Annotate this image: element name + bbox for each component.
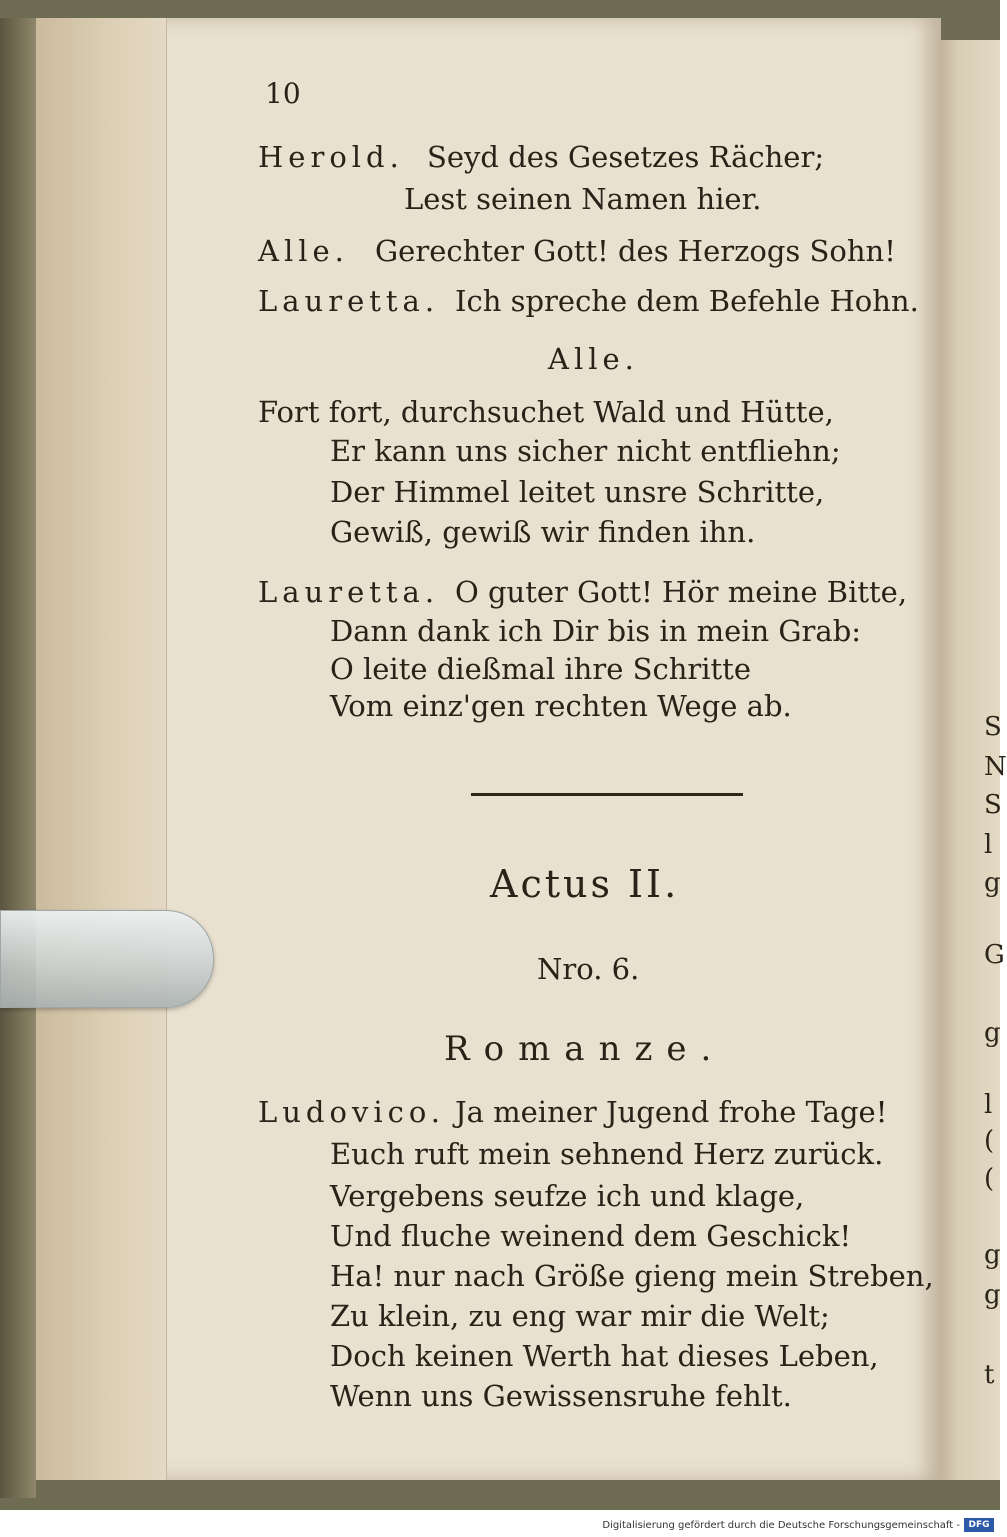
verse-line: Ha! nur nach Größe gieng mein Streben,	[330, 1259, 934, 1293]
verse-line: Dann dank ich Dir bis in mein Grab:	[330, 614, 862, 648]
page-holder-clip	[0, 910, 214, 1008]
verse-line: Zu klein, zu eng war mir die Welt;	[330, 1299, 830, 1333]
facing-page-letter: g	[984, 1280, 1001, 1310]
number-heading: Nro. 6.	[537, 952, 640, 986]
act-heading: Actus II.	[490, 862, 680, 906]
facing-page-letter: g	[984, 868, 1001, 898]
verse-line: Vergebens seufze ich und klage,	[330, 1179, 805, 1213]
footer-credit: Digitalisierung gefördert durch die Deutsche Forschungsgemeinschaft -	[602, 1520, 960, 1531]
page-number: 10	[265, 77, 301, 110]
verse-line: Lest seinen Namen hier.	[404, 182, 762, 216]
speaker-heading: Alle.	[548, 342, 639, 376]
facing-page-letter: l	[984, 830, 993, 860]
book-cover-edge	[0, 18, 36, 1498]
verse-line: Gewiß, gewiß wir finden ihn.	[330, 515, 756, 549]
page-gutter	[36, 18, 167, 1480]
verse-line: Ja meiner Jugend frohe Tage!	[455, 1095, 888, 1129]
facing-page-letter: t	[984, 1360, 995, 1390]
verse-line: O leite dießmal ihre Schritte	[330, 652, 751, 686]
speaker-label: Lauretta.	[258, 575, 440, 609]
piece-title: Romanze.	[444, 1029, 726, 1069]
speaker-label: Alle.	[258, 234, 349, 268]
verse-line: Vom einz'gen rechten Wege ab.	[330, 689, 792, 723]
facing-page-letter: g	[984, 1240, 1001, 1270]
verse-line: Fort fort, durchsuchet Wald und Hütte,	[258, 395, 834, 429]
facing-page-letter: S	[984, 790, 1002, 820]
facing-page-letter: S	[984, 712, 1002, 742]
facing-page-letter: (	[984, 1164, 995, 1194]
verse-line: Der Himmel leitet unsre Schritte,	[330, 475, 825, 509]
speaker-label: Ludovico.	[258, 1095, 446, 1129]
facing-page-letter: (	[984, 1126, 995, 1156]
facing-page-letter: N	[984, 752, 1007, 782]
verse-line: Wenn uns Gewissensruhe fehlt.	[330, 1379, 792, 1413]
facing-page-letter: l	[984, 1090, 993, 1120]
facing-page-letter: G	[984, 940, 1005, 970]
verse-line: Ich spreche dem Befehle Hohn.	[455, 284, 919, 318]
verse-line: Seyd des Gesetzes Rächer;	[427, 140, 825, 174]
verse-line: O guter Gott! Hör meine Bitte,	[455, 575, 908, 609]
verse-line: Euch ruft mein sehnend Herz zurück.	[330, 1137, 884, 1171]
speaker-label: Lauretta.	[258, 284, 440, 318]
verse-line: Gerechter Gott! des Herzogs Sohn!	[375, 234, 896, 268]
section-divider	[471, 793, 743, 796]
verse-line: Er kann uns sicher nicht entfliehn;	[330, 434, 841, 468]
dfg-logo[interactable]: DFG	[964, 1518, 994, 1532]
verse-line: Doch keinen Werth hat dieses Leben,	[330, 1339, 879, 1373]
speaker-label: Herold.	[258, 140, 404, 174]
facing-page-letter: g	[984, 1018, 1001, 1048]
verse-line: Und fluche weinend dem Geschick!	[330, 1219, 852, 1253]
